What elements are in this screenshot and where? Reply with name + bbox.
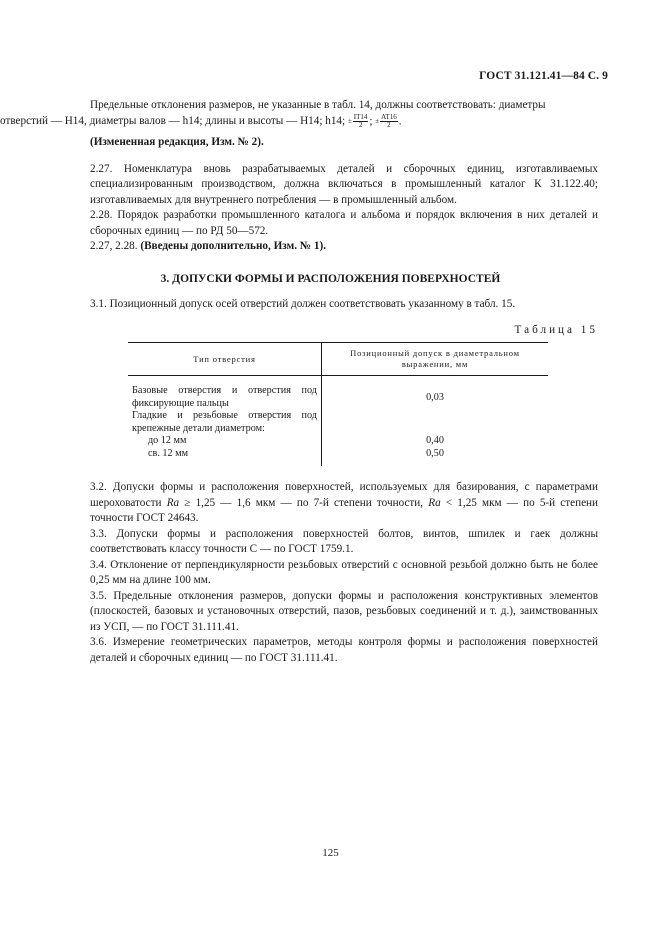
table-header-row (128, 343, 548, 376)
paragraph-3-4: 3.4. Отклонение от перпендикулярности резьбовых отверстий с основной резьбой должно быть не более 0,25 мм на длине 100 мм. (90, 558, 598, 587)
plus-minus-sign-2: ± (375, 116, 380, 125)
table-cell-label: Гладкие и резьбовые отверстия под крепежные детали диаметром: (128, 410, 322, 435)
edit-note: (Измененная редакция, Изм. № 2). (90, 136, 264, 149)
paragraph-3-3: 3.3. Допуски формы и расположения поверхностей болтов, винтов, шпилек и гаек должны соответствовать классу точности С — по ГОСТ 1759.1. (90, 527, 598, 556)
paragraph-3-2 (90, 480, 598, 527)
table-cell-value: 0,03 (426, 391, 444, 403)
intro-line-2: отверстий — H14, диаметры валов — h14; длины и высоты — H14; h14; (0, 114, 346, 127)
table-spacer-row (128, 460, 548, 466)
fraction-it14-denominator: 2 (358, 120, 363, 129)
added-note-bold: (Введены дополнительно, Изм. № 1). (140, 240, 327, 253)
page-number: 125 (322, 847, 339, 859)
table-spacer-row (128, 376, 548, 386)
paragraph-intro (0, 98, 598, 129)
fraction-it14 (353, 114, 369, 129)
p32-part-a: 3.2. Допуски формы и расположения поверхностей, используемых для базирования, с параметрами шероховатости (90, 481, 598, 509)
intro-line-1: Предельные отклонения размеров, не указанные в табл. 14, должны соответствовать: диаметры (90, 99, 546, 111)
table-caption: Таблица 15 (514, 324, 598, 337)
paragraph-2-28: 2.28. Порядок разработки промышленного каталога и альбома и порядок включения в них деталей и сборочных единиц — по РД 50—572. (90, 209, 598, 237)
paragraph-3-1: 3.1. Позиционный допуск осей отверстий должен соответствовать указанному в табл. 15. (90, 297, 516, 310)
fraction-separator: ; (369, 114, 373, 127)
paragraph-3-6: 3.6. Измерение геометрических параметров, методы контроля формы и расположения поверхностей деталей и сборочных единиц — по ГОСТ 31.111.41. (90, 636, 598, 664)
plus-minus-sign-1: ± (347, 116, 352, 125)
paragraph-added-note (90, 239, 598, 255)
col-header-hole-type: Тип отверстия (128, 343, 322, 376)
p32-part-b: ≥ 1,25 — 1,6 мкм — по 7-й степени точности, (184, 496, 424, 509)
table-row (128, 385, 548, 410)
table-row (128, 448, 548, 461)
paragraph-3-5: 3.5. Предельные отклонения размеров, допуски формы и расположения конструктивных элементов (плоскостей, базовых и установочных отверстий, пазов, резьбовых соединений и т. д.), заимствованных из УСП, — по ГОСТ 31.111.41. (90, 589, 598, 633)
fraction-at16-numerator: AT16 (381, 112, 397, 121)
table-cell-value (322, 410, 549, 435)
fraction-it14-numerator: IT14 (353, 112, 368, 121)
paragraph-2-27: 2.27. Номенклатура вновь разрабатываемых деталей и сборочных единиц, изготавливаемых специализированным производством, должна включаться в промышленный каталог К 31.122.40; изготавливаемых для внутреннего потребления — в промышленный альбом. (90, 162, 598, 206)
ra-symbol-1: Ra (166, 496, 180, 509)
fraction-end: . (398, 114, 402, 127)
table-cell-value: 0,40 (426, 435, 444, 447)
fraction-at16-denominator: 2 (387, 120, 391, 129)
table-row (128, 410, 548, 435)
running-header: ГОСТ 31.121.41—84 С. 9 (479, 70, 608, 82)
col-header-positional-tolerance: Позиционный допуск в диаметральном выражении, мм (322, 343, 549, 376)
table-cell-label: до 12 мм (128, 435, 322, 448)
table-cell-label: Базовые отверстия и отверстия под фиксирующие пальцы (128, 385, 322, 410)
p32-part-c: < 1,25 мкм — по 5-й степени точности ГОСТ 24643. (90, 496, 599, 525)
added-note-prefix: 2.27, 2.28. (90, 240, 138, 253)
table-row (128, 435, 548, 448)
fraction-at16 (380, 114, 398, 129)
page-content (0, 98, 599, 666)
table-cell-label: св. 12 мм (128, 448, 322, 461)
table-cell-value: 0,50 (426, 447, 444, 459)
tolerance-table (128, 342, 548, 466)
section-title: 3. ДОПУСКИ ФОРМЫ И РАСПОЛОЖЕНИЯ ПОВЕРХНОСТЕЙ (160, 272, 501, 285)
ra-symbol-2: Ra (428, 496, 441, 509)
